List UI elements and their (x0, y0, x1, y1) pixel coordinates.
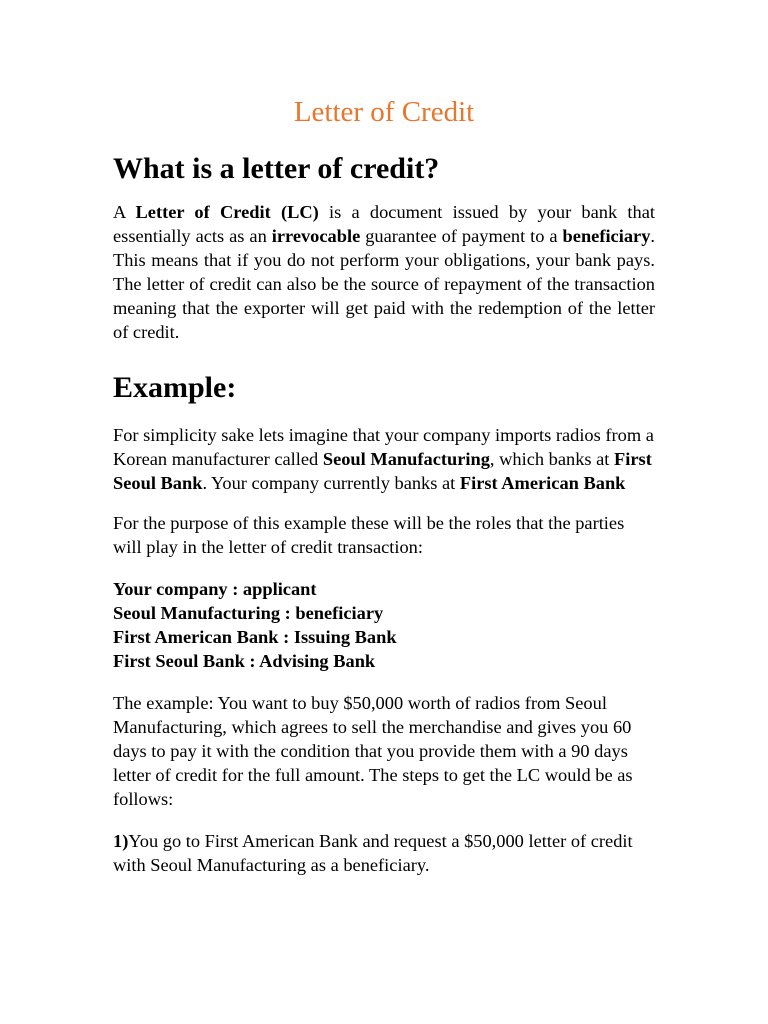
roles-list (113, 577, 655, 673)
step-text: You go to First American Bank and request a $50,000 letter of credit with Seoul Manufacturing as a beneficiary. (113, 831, 633, 875)
document-title: Letter of Credit (293, 96, 475, 128)
text-run: . Your company currently banks at (202, 473, 460, 493)
document-body (113, 150, 655, 877)
term-first-american-bank: First American Bank (459, 473, 626, 493)
text-run: is a document issued by your bank that essentially acts as an (113, 202, 655, 246)
text-run: . This means that if you do not perform your obligations, your bank pays. The letter of credit can also be the source of repayment of the transaction meaning that the exporter will get paid with the redemption of the letter of credit. (113, 226, 655, 342)
text-run: guarantee of payment to a (360, 226, 563, 246)
roles-intro-paragraph: For the purpose of this example these will be the roles that the parties will play in the letter of credit transaction: (113, 513, 625, 557)
step-number: 1) (113, 831, 129, 851)
term-seoul-manufacturing: Seoul Manufacturing (322, 449, 490, 469)
role-line: First American Bank : Issuing Bank (113, 627, 397, 647)
role-line: First Seoul Bank : Advising Bank (113, 651, 376, 671)
text-run: A (113, 202, 136, 222)
role-line: Your company : applicant (113, 579, 317, 599)
term-irrevocable: irrevocable (271, 226, 361, 246)
section-heading-what-is: What is a letter of credit? (113, 152, 440, 185)
role-line: Seoul Manufacturing : beneficiary (113, 603, 384, 623)
term-first-seoul-bank: First Seoul Bank (113, 449, 652, 493)
term-beneficiary: beneficiary (562, 226, 651, 246)
step-1-paragraph (113, 829, 655, 877)
example-scenario-paragraph: The example: You want to buy $50,000 worth of radios from Seoul Manufacturing, which agrees to sell the merchandise and gives you 60 days to pay it with the condition that you provide them with a 90 days letter of credit for the full amount. The steps to get the LC would be as follows: (113, 693, 633, 809)
term-letter-of-credit: Letter of Credit (LC) (135, 202, 319, 222)
section-heading-example: Example: (113, 371, 237, 404)
text-run: For simplicity sake lets imagine that your company imports radios from a Korean manufacturer called (113, 425, 654, 469)
text-run: , which banks at (489, 449, 615, 469)
example-intro-paragraph (113, 423, 655, 495)
definition-paragraph (113, 200, 655, 344)
